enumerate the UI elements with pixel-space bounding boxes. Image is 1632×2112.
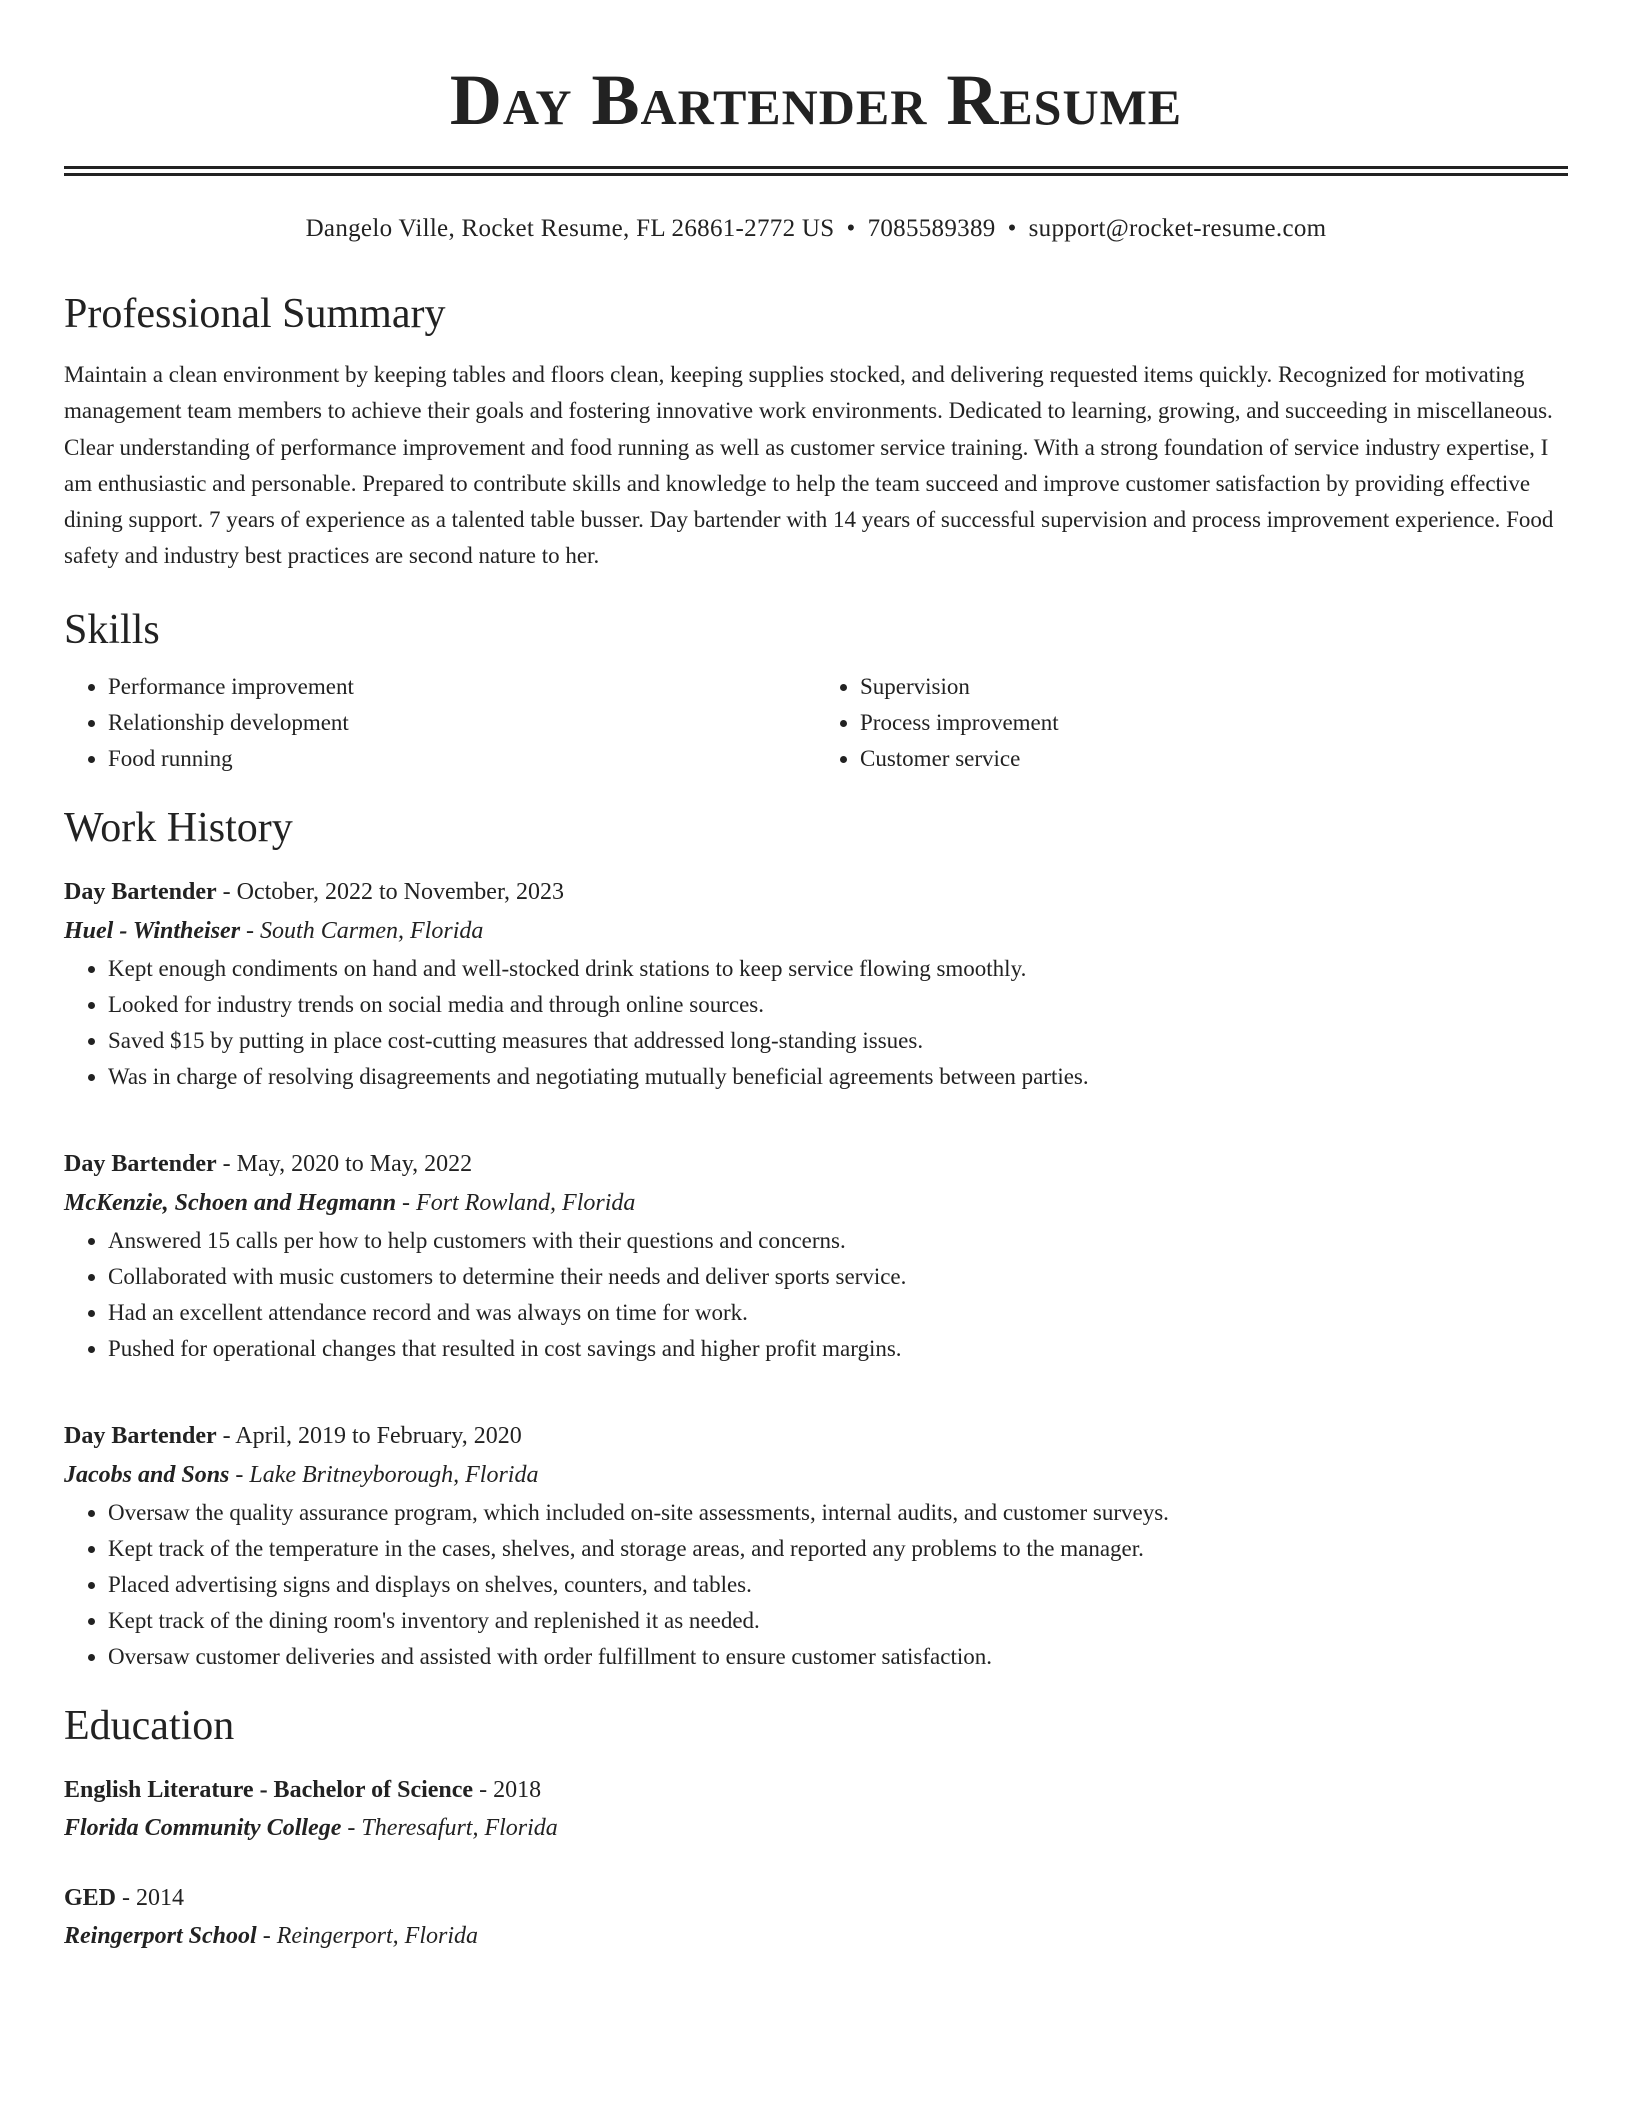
job-bullet: • Collaborated with music customers to determine their needs and deliver sports service. — [108, 1259, 1568, 1295]
resume-title: Day Bartender Resume — [449, 60, 1183, 140]
degree-line — [64, 1771, 1568, 1809]
company-location: - South Carmen, Florida — [240, 917, 484, 944]
job-bullet: • Answered 15 calls per how to help customers with their questions and concerns. — [108, 1223, 1568, 1259]
job-bullet: • Kept track of the temperature in the cases, shelves, and storage areas, and reported any problems to the manager. — [108, 1531, 1568, 1567]
job-title-line — [64, 1145, 1568, 1183]
education-heading: Education — [64, 1702, 235, 1749]
title-divider — [64, 166, 1568, 176]
company-location: - Lake Britneyborough, Florida — [229, 1461, 539, 1488]
job-bullets — [64, 1223, 1568, 1367]
skill-item: • Customer service — [860, 741, 1568, 777]
summary-heading: Professional Summary — [64, 291, 446, 337]
skills-heading: Skills — [64, 606, 160, 653]
contact-email: support@rocket-resume.com — [1028, 215, 1327, 242]
school-line — [64, 1809, 1568, 1847]
company-line — [64, 1455, 1568, 1495]
job-bullet: • Kept track of the dining room's inventory and replenished it as needed. — [108, 1603, 1568, 1639]
job-bullets — [64, 951, 1568, 1095]
job-bullet: • Had an excellent attendance record and was always on time for work. — [108, 1295, 1568, 1331]
contact-address: Dangelo Ville, Rocket Resume, FL 26861-2772 US — [305, 215, 835, 242]
school-location: - Theresafurt, Florida — [341, 1814, 558, 1841]
skill-item: • Food running — [108, 741, 816, 777]
skills-column-right — [816, 669, 1568, 777]
contact-separator: • — [1007, 215, 1017, 242]
skill-item: • Relationship development — [108, 705, 816, 741]
job-dates: - May, 2020 to May, 2022 — [216, 1150, 473, 1177]
job-title: Day Bartender — [64, 1150, 217, 1177]
job-title-line — [64, 873, 1568, 911]
skill-item: • Performance improvement — [108, 669, 816, 705]
company-name: Huel - Wintheiser — [64, 917, 241, 944]
contact-phone: 7085589389 — [867, 215, 996, 242]
company-line — [64, 1183, 1568, 1223]
job-bullet: • Saved $15 by putting in place cost-cutting measures that addressed long-standing issues. — [108, 1023, 1568, 1059]
job-entry — [64, 1145, 1568, 1367]
degree-line — [64, 1879, 1568, 1917]
school-name: Reingerport School — [64, 1922, 257, 1949]
company-name: Jacobs and Sons — [64, 1461, 230, 1488]
job-entry — [64, 873, 1568, 1095]
education-entry — [64, 1771, 1568, 1847]
degree-year: - 2014 — [116, 1884, 185, 1911]
company-name: McKenzie, Schoen and Hegmann — [64, 1189, 397, 1216]
contact-separator: • — [846, 215, 856, 242]
degree-name: English Literature - Bachelor of Science — [64, 1776, 474, 1803]
summary-text: Maintain a clean environment by keeping tables and floors clean, keeping supplies stocked, and delivering requested items quickly. Recognized for motivating management team members to achieve their goals and fostering innovative work environments. Dedicated to learning, growing, and succeeding in miscellaneous. Clear understanding of performance improvement and food running as well as customer service training. With a strong foundation of service industry expertise, I am enthusiastic and personable. Prepared to contribute skills and knowledge to help the team succeed and improve customer satisfaction by providing effective dining support. 7 years of experience as a talented table busser. Day bartender with 14 years of successful supervision and process improvement experience. Food safety and industry best practices are second nature to her. — [64, 362, 1554, 569]
company-line — [64, 911, 1568, 951]
job-bullet: • Oversaw customer deliveries and assisted with order fulfillment to ensure customer satisfaction. — [108, 1639, 1568, 1675]
job-bullet: • Oversaw the quality assurance program, which included on-site assessments, internal audits, and customer surveys. — [108, 1495, 1568, 1531]
skill-item: • Supervision — [860, 669, 1568, 705]
job-dates: - April, 2019 to February, 2020 — [216, 1422, 522, 1449]
job-bullet: • Was in charge of resolving disagreements and negotiating mutually beneficial agreements between parties. — [108, 1059, 1568, 1095]
company-location: - Fort Rowland, Florida — [396, 1189, 636, 1216]
contact-line — [64, 213, 1568, 245]
spacer — [64, 1847, 1568, 1879]
skill-item: • Process improvement — [860, 705, 1568, 741]
job-title-line — [64, 1417, 1568, 1455]
job-title: Day Bartender — [64, 878, 217, 905]
skills-column-left — [64, 669, 816, 777]
job-title: Day Bartender — [64, 1422, 217, 1449]
work-history-heading: Work History — [64, 804, 293, 851]
school-name: Florida Community College — [64, 1814, 342, 1841]
degree-year: - 2018 — [473, 1776, 542, 1803]
job-bullet: • Kept enough condiments on hand and well-stocked drink stations to keep service flowing smoothly. — [108, 951, 1568, 987]
skills-list — [64, 669, 1568, 777]
job-bullet: • Looked for industry trends on social media and through online sources. — [108, 987, 1568, 1023]
spacer — [64, 1367, 1568, 1399]
degree-name: GED — [64, 1884, 117, 1911]
job-bullet: • Placed advertising signs and displays on shelves, counters, and tables. — [108, 1567, 1568, 1603]
job-dates: - October, 2022 to November, 2023 — [216, 878, 564, 905]
school-line — [64, 1917, 1568, 1955]
job-bullets — [64, 1495, 1568, 1675]
education-entry — [64, 1879, 1568, 1955]
spacer — [64, 1095, 1568, 1127]
job-entry — [64, 1417, 1568, 1675]
school-location: - Reingerport, Florida — [256, 1922, 479, 1949]
job-bullet: • Pushed for operational changes that resulted in cost savings and higher profit margins. — [108, 1331, 1568, 1367]
